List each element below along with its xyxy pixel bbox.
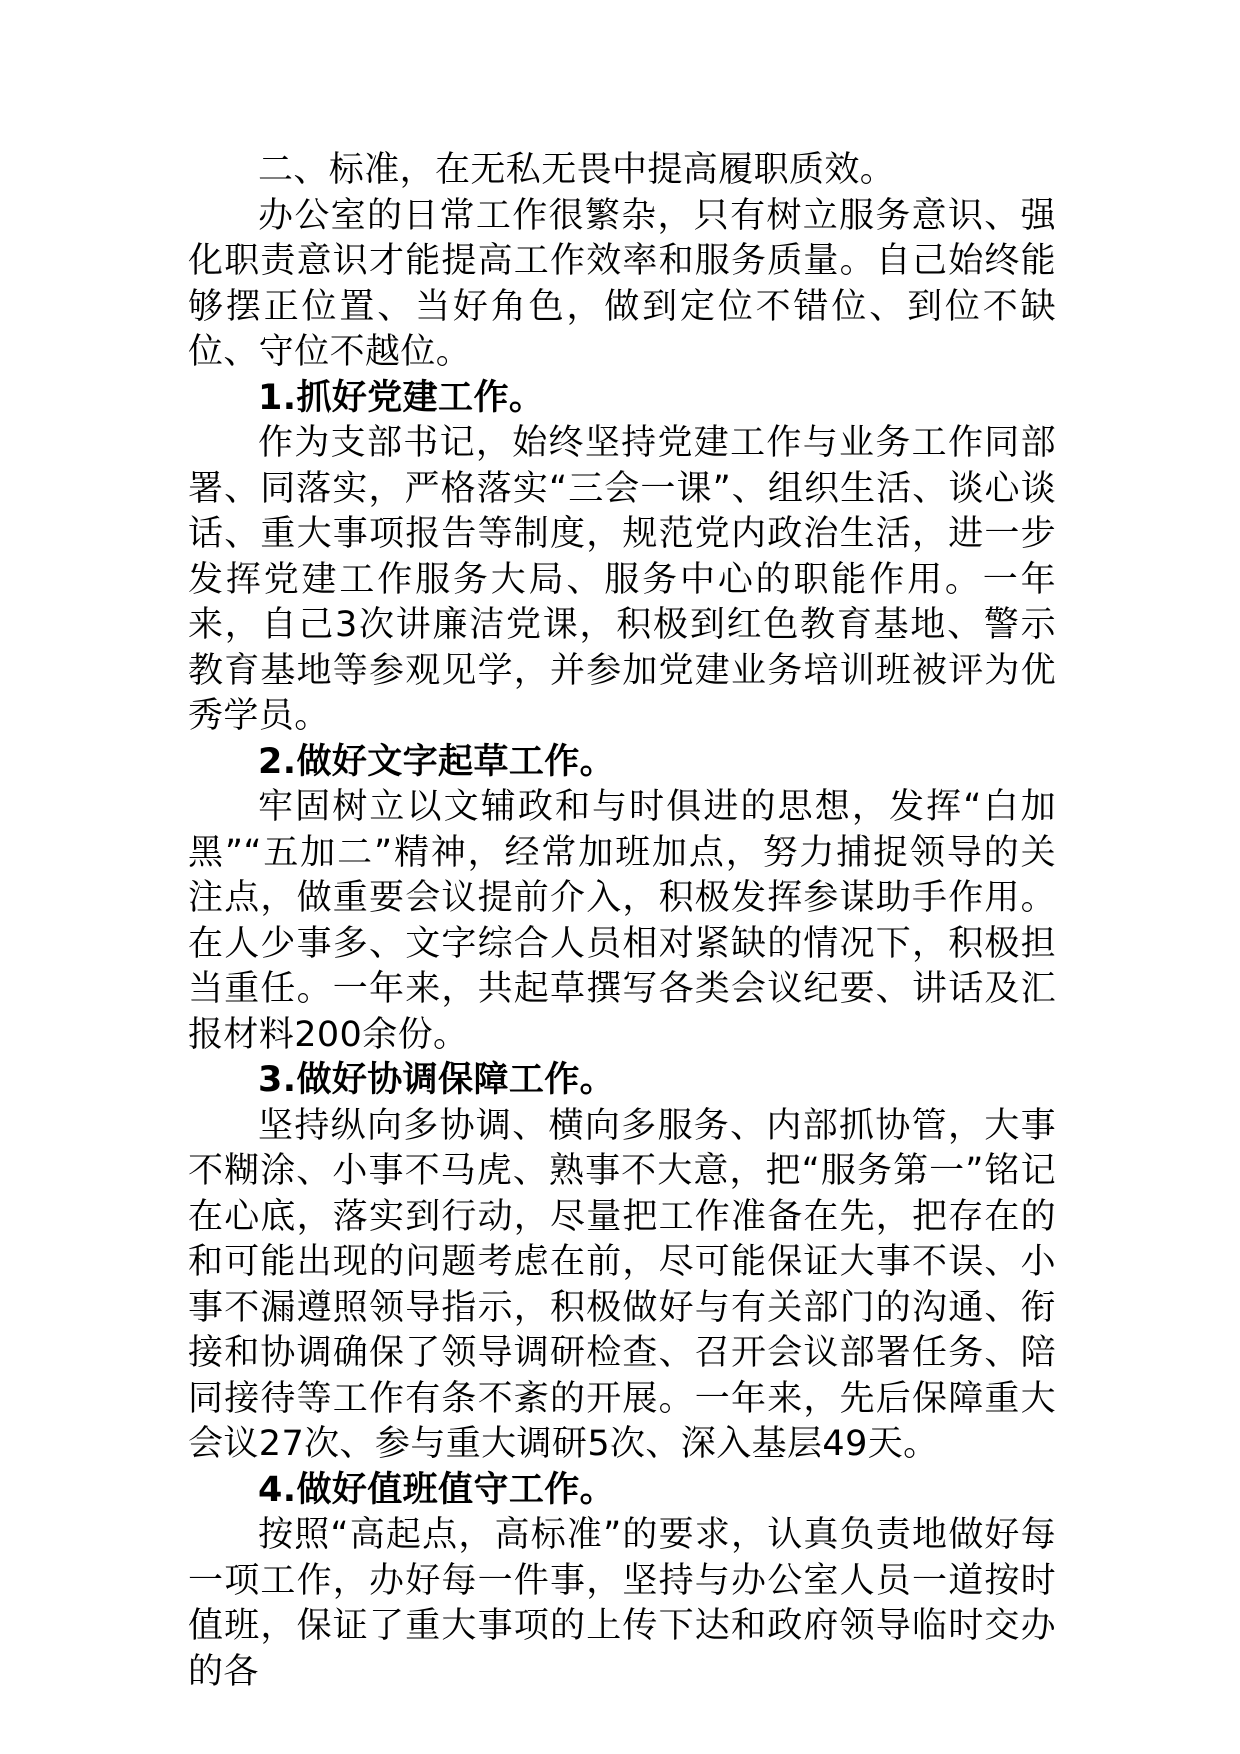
heading-coordination: 3.做好协调保障工作。 [258,1060,616,1100]
heading-drafting: 2.做好文字起草工作。 [258,741,616,782]
paragraph-coordination: 坚持纵向多协调、横向多服务、内部抓协管，大事不糊涂、小事不马虎、熟事不大意，把“服务第一”铭记在心底，落实到行动，尽量把工作准备在先，把存在的和可能出现的问题考虑在前，尽可能保证大事不误、小事不漏遵照领导指示，积极做好与有关部门的沟通、衔接和协调确保了领导调研检查、召开会议部署任务、陪同接待等工作有条不紊的开展。一年来，先后保障重大会议27次、参与重大调研5次、深入基层49天。 [188,1105,1056,1464]
paragraph-office-duties: 办公室的日常工作很繁杂，只有树立服务意识、强化职责意识才能提高工作效率和服务质量。自己始终能够摆正位置、当好角色，做到定位不错位、到位不缺位、守位不越位。 [188,195,1056,372]
heading-party-building: 1.抓好党建工作。 [258,377,545,418]
heading-duty-shift: 4.做好值班值守工作。 [258,1469,616,1510]
paragraph-party-building: 作为支部书记，始终坚持党建工作与业务工作同部署、同落实，严格落实“三会一课”、组织生活、谈心谈话、重大事项报告等制度，规范党内政治生活，进一步发挥党建工作服务大局、服务中心的职能作用。一年来，自己3次讲廉洁党课，积极到红色教育基地、警示教育基地等参观见学，并参加党建业务培训班被评为优秀学员。 [188,423,1056,736]
paragraph-duty-shift: 按照“高起点，高标准”的要求，认真负责地做好每一项工作，办好每一件事，坚持与办公室人员一道按时值班，保证了重大事项的上传下达和政府领导临时交办的各 [188,1515,1056,1692]
section-title-standards: 二、标准，在无私无畏中提高履职质效。 [258,150,896,190]
document-body [188,148,1056,1695]
paragraph-drafting: 牢固树立以文辅政和与时俱进的思想，发挥“白加黑”“五加二”精神，经常加班加点，努力捕捉领导的关注点，做重要会议提前介入，积极发挥参谋助手作用。在人少事多、文字综合人员相对紧缺的情况下，积极担当重任。一年来，共起草撰写各类会议纪要、讲话及汇报材料200余份。 [188,787,1056,1055]
